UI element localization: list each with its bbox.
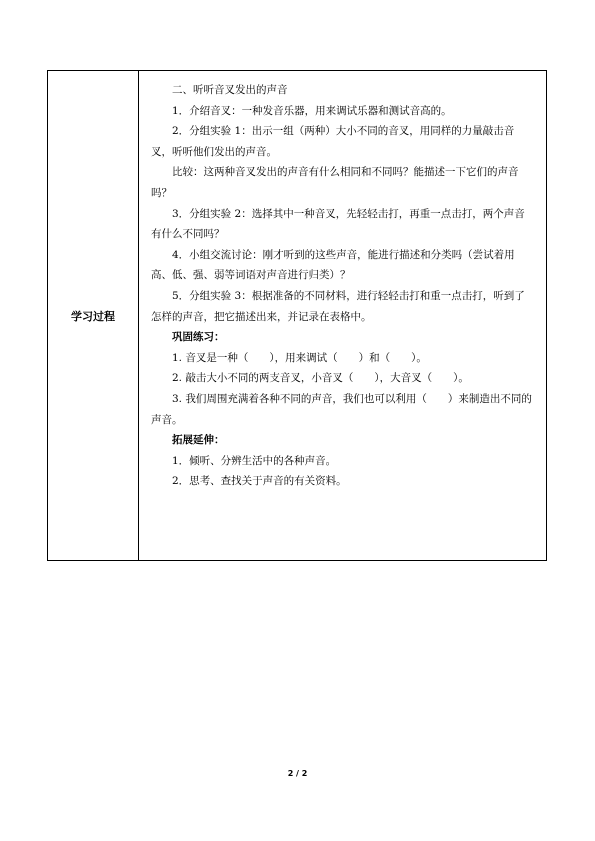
row-label: 学习过程 <box>71 309 115 323</box>
paragraph-experiment-1: 2．分组实验 1：出示一组（两种）大小不同的音叉，用同样的力量敲击音叉，听听他们发出的声音。 <box>151 125 515 158</box>
heading-extension: 拓展延伸： <box>172 434 225 447</box>
page-number: 2 / 2 <box>287 769 308 778</box>
paragraph-intro-fork: 1．介绍音叉：一种发音乐器，用来调试乐器和测试音高的。 <box>172 104 452 117</box>
paragraph-experiment-3: 5．分组实验 3：根据准备的不同材料，进行轻轻击打和重一点击打，听到了怎样的声音，把它描述出来，并记录在表格中。 <box>151 289 525 323</box>
paragraph-compare: 比较：这两种音叉发出的声音有什么相同和不同吗？能描述一下它们的声音吗？ <box>151 166 519 199</box>
extension-item-2: 2．思考、查找关于声音的有关资料。 <box>172 475 347 488</box>
paragraph-discussion: 4．小组交流讨论：刚才听到的这些声音，能进行描述和分类吗（尝试着用高、低、强、弱等词语对声音进行归类）？ <box>151 248 515 282</box>
practice-item-3: 3. 我们周围充满着各种不同的声音，我们也可以利用（ ）来制造出不同的声音。 <box>151 392 532 426</box>
extension-item-1: 1．倾听、分辨生活中的各种声音。 <box>172 454 337 467</box>
section-title: 二、听听音叉发出的声音 <box>172 84 288 96</box>
table-row <box>48 71 547 561</box>
paragraph-experiment-2: 3．分组实验 2：选择其中一种音叉，先轻轻击打，再重一点击打，两个声音有什么不同吗？ <box>151 207 525 241</box>
lesson-table <box>47 70 547 561</box>
content-cell <box>139 71 547 561</box>
practice-item-2: 2. 敲击大小不同的两支音叉，小音叉（ ），大音叉（ ）。 <box>172 372 469 385</box>
heading-practice: 巩固练习： <box>172 331 225 344</box>
practice-item-1: 1. 音叉是一种（ ），用来调试（ ）和（ ）。 <box>172 351 427 364</box>
row-label-cell <box>48 71 139 561</box>
